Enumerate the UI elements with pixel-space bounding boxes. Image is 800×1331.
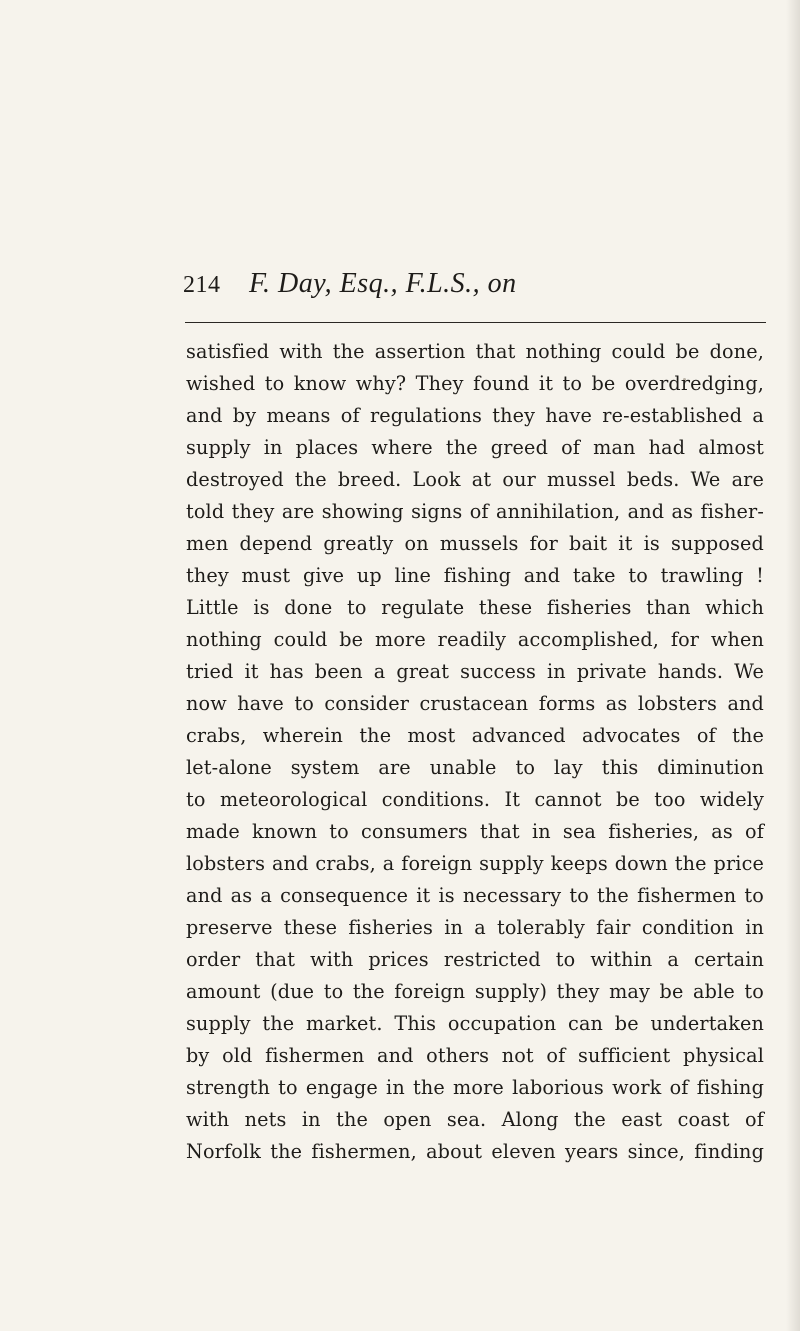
text-line: nothing could be more readily accomplished, for when	[186, 628, 764, 651]
page-edge-shadow	[786, 0, 800, 1331]
text-line: strength to engage in the more laborious work of fishing	[186, 1076, 764, 1099]
text-line: wished to know why? They found it to be overdredging,	[186, 372, 764, 395]
text-line: let-alone system are unable to lay this diminution	[186, 756, 764, 779]
text-line: Norfolk the fishermen, about eleven years since, finding	[186, 1140, 764, 1163]
text-line: satisfied with the assertion that nothing could be done,	[186, 340, 764, 363]
page-number: 214	[183, 272, 221, 298]
text-line: made known to consumers that in sea fisheries, as of	[186, 820, 764, 843]
text-line: Little is done to regulate these fisheries than which	[186, 596, 764, 619]
text-line: tried it has been a great success in private hands. We	[186, 660, 764, 683]
text-line: and as a consequence it is necessary to the fishermen to	[186, 884, 764, 907]
text-line: order that with prices restricted to within a certain	[186, 948, 764, 971]
text-line: amount (due to the foreign supply) they may be able to	[186, 980, 764, 1003]
text-line: destroyed the breed. Look at our mussel beds. We are	[186, 468, 764, 491]
text-line: supply in places where the greed of man had almost	[186, 436, 764, 459]
text-line: told they are showing signs of annihilation, and as fisher-	[186, 500, 764, 523]
body-text	[186, 336, 764, 1168]
text-line: lobsters and crabs, a foreign supply keeps down the price	[186, 852, 764, 875]
text-line: by old fishermen and others not of sufficient physical	[186, 1044, 764, 1067]
running-head-title: F. Day, Esq., F.L.S., on	[249, 268, 517, 299]
text-line: they must give up line fishing and take to trawling !	[186, 564, 764, 587]
text-line: and by means of regulations they have re-established a	[186, 404, 764, 427]
text-line: supply the market. This occupation can be undertaken	[186, 1012, 764, 1035]
text-line: now have to consider crustacean forms as lobsters and	[186, 692, 764, 715]
text-line: crabs, wherein the most advanced advocates of the	[186, 724, 764, 747]
text-line: preserve these fisheries in a tolerably fair condition in	[186, 916, 764, 939]
running-head	[183, 268, 763, 308]
text-line: with nets in the open sea. Along the east coast of	[186, 1108, 764, 1131]
text-line: to meteorological conditions. It cannot be too widely	[186, 788, 764, 811]
text-line: men depend greatly on mussels for bait it is supposed	[186, 532, 764, 555]
header-rule	[185, 322, 766, 323]
